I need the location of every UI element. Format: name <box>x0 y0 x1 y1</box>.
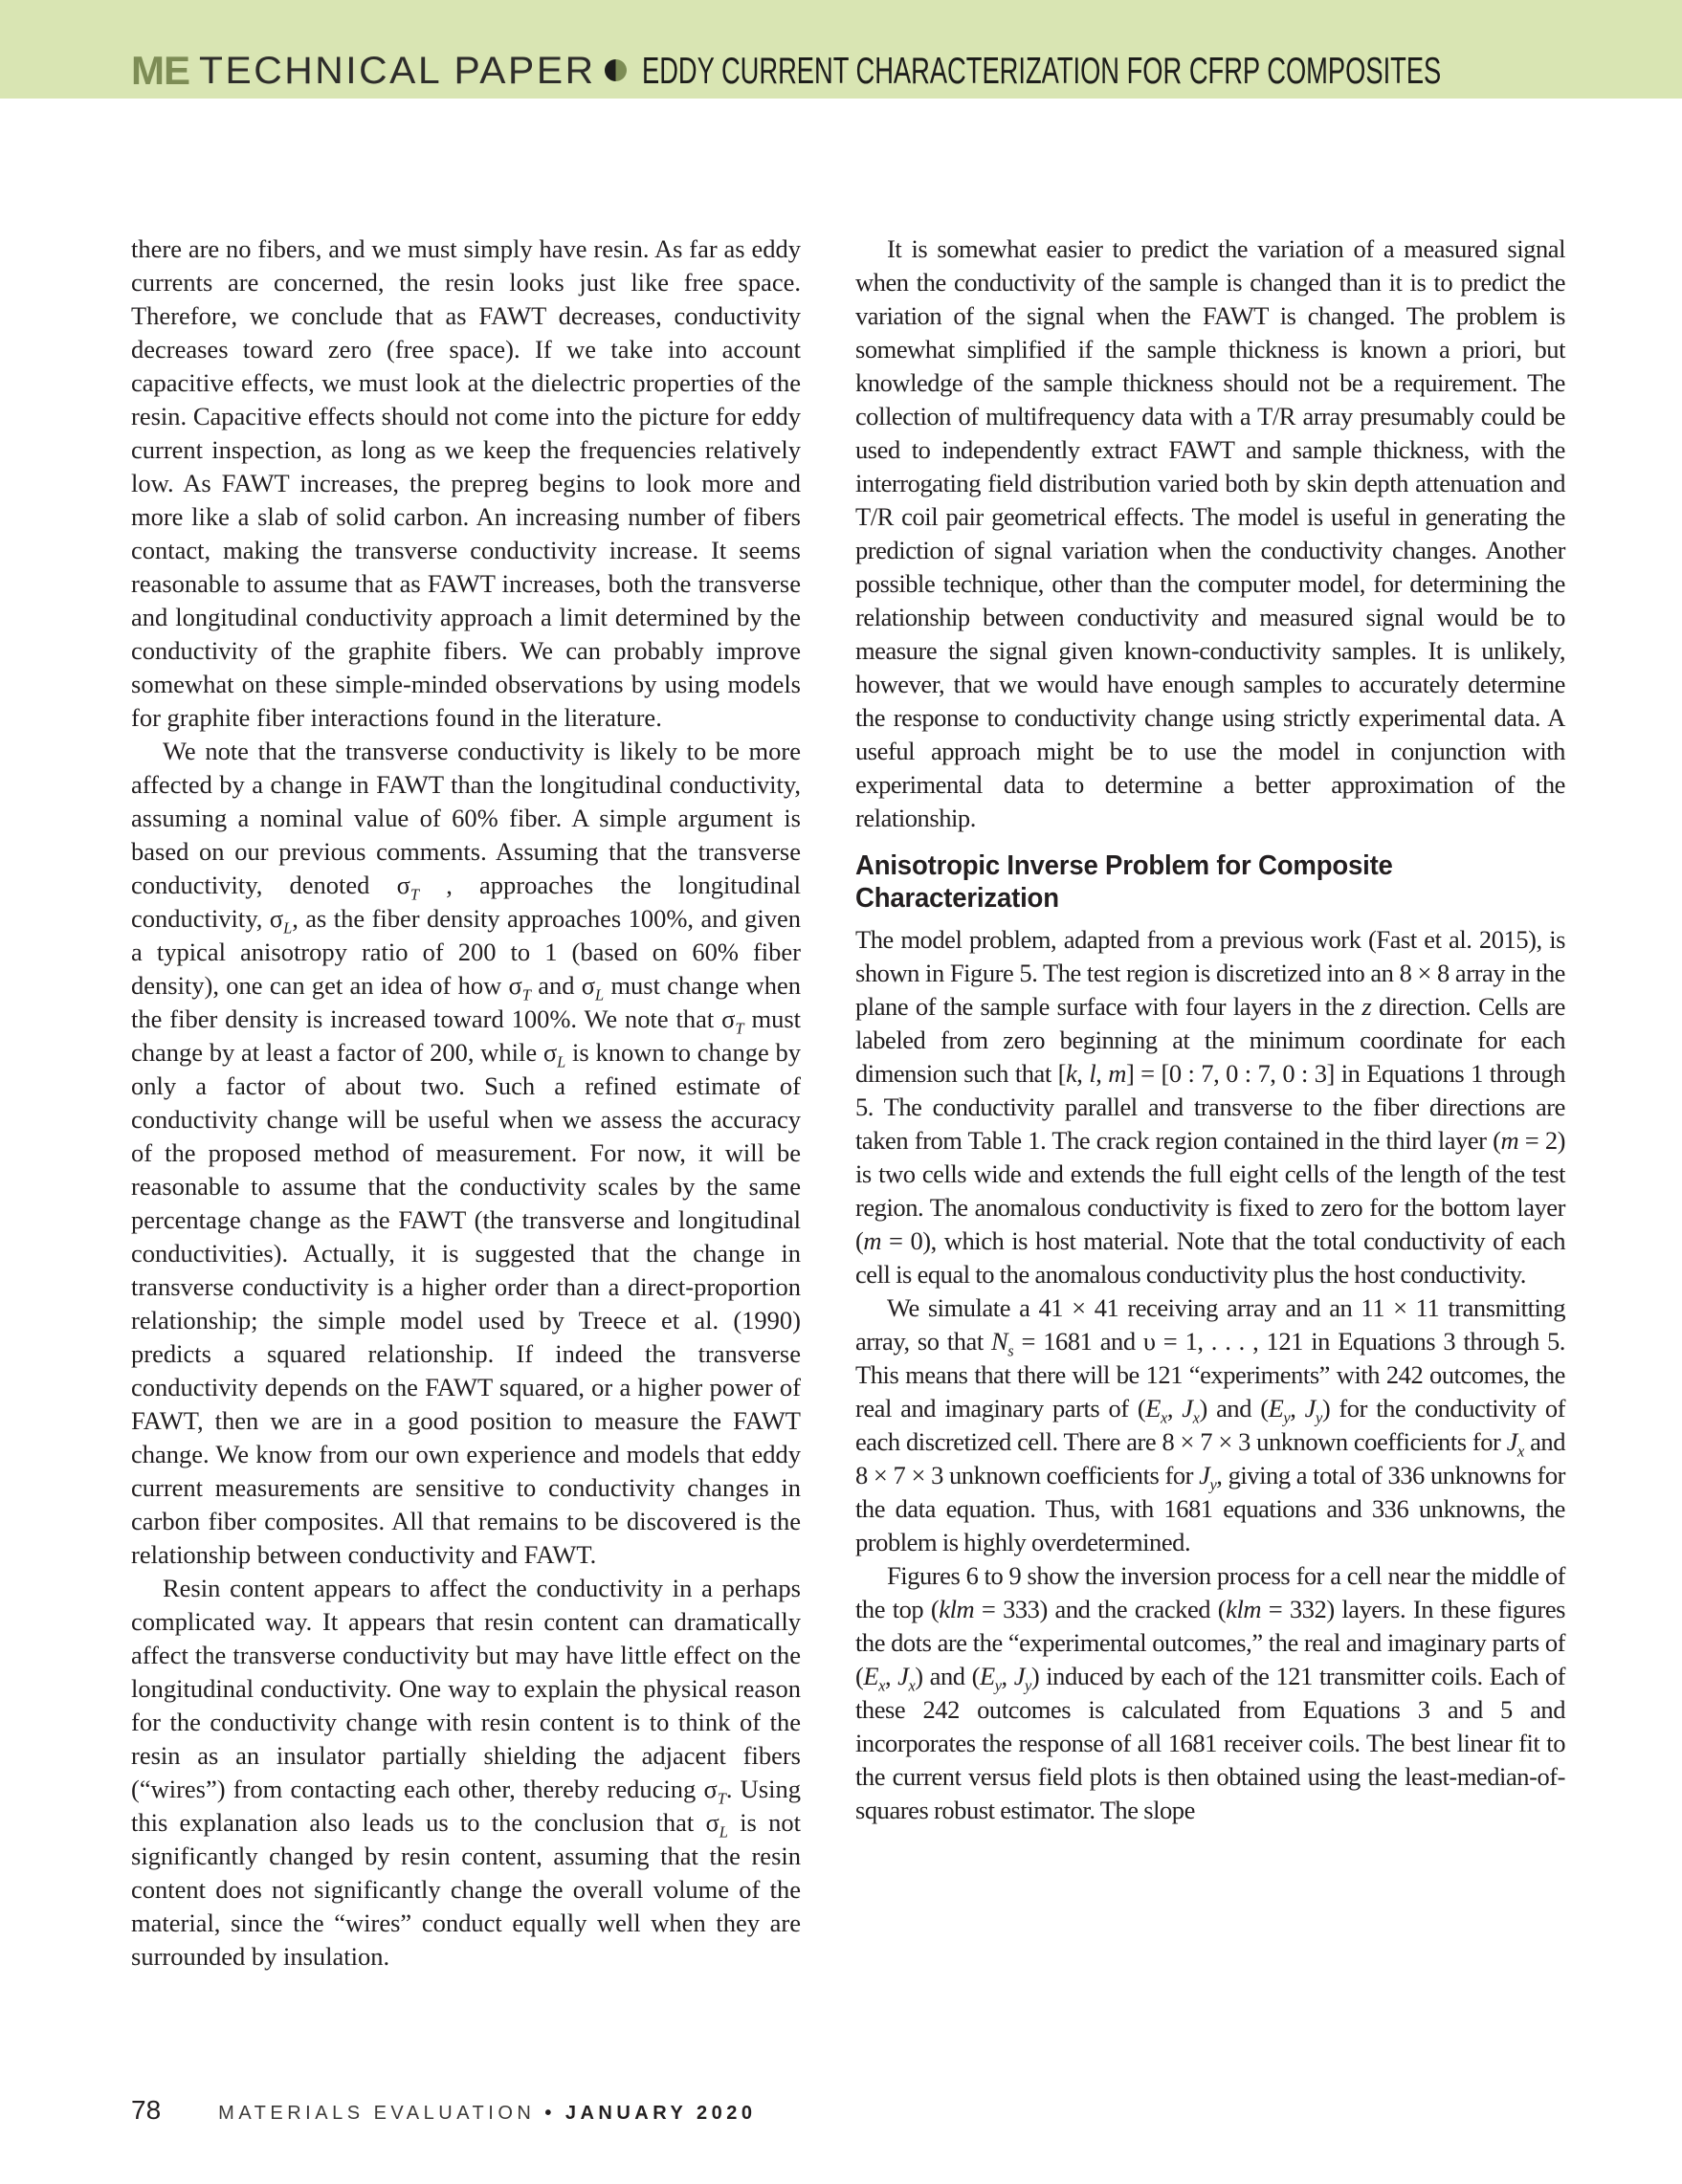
header-content <box>131 48 1682 93</box>
header-kicker: TECHNICAL PAPER <box>199 50 596 92</box>
half-circle-icon <box>605 59 627 81</box>
paragraph: We simulate a 41 × 41 receiving array and an 11 × 11 transmitting array, so that $N_s = 1681$ and υ = 1, . . . , 121 in Equations 3 through 5. This means that there will be 121 “experiments” with 242 outcomes, the real and imaginary parts of ($E_x$, $J_x$) and ($E_y$, $J_y$) for the conductivity of each discretized cell. There are 8 × 7 × 3 unknown coefficients for $J_x$ and 8 × 7 × 3 unknown coefficients for $J_y$, giving a total of 336 unknowns for the data equation. Thus, with 1681 equations and 336 unknowns, the problem is highly overdetermined. <box>855 1293 1566 1556</box>
page-number: 78 <box>131 2095 162 2125</box>
paragraph: We note that the transverse conductivity is likely to be more affected by a change in FAWT than the longitudinal conductivity, assuming a nominal value of 60% fiber. A simple argument is based on our previous comments. Assuming that the transverse conductivity, denoted $\sigma_T$ , approaches the longitudinal conductivity, $\sigma_L$, as the fiber density approaches 100%, and given a typical anisotropy ratio of 200 to 1 (based on 60% fiber density), one can get an idea of how $\sigma_T$ and $\sigma_L$ must change when the fiber density is increased toward 100%. We note that $\sigma_T$ must change by at least a factor of 200, while $\sigma_L$ is known to change by only a factor of about two. Such a refined estimate of conductivity change will be useful when we assess the accuracy of the proposed method of measurement. For now, it will be reasonable to assume that the conductivity scales by the same percentage change as the FAWT (the transverse and longitudinal conductivities). Actually, it is suggested that the change in transverse conductivity is a higher order than a direct-proportion relationship; the simple model used by Treece et al. (1990) predicts a squared relationship. If indeed the transverse conductivity depends on the FAWT squared, or a higher power of FAWT, then we are in a good position to measure the FAWT change. We know from our own experience and models that eddy current measurements are sensitive to conductivity changes in carbon fiber composites. All that remains to be discovered is the relationship between conductivity and FAWT. <box>131 737 802 1569</box>
left-column <box>131 232 801 1974</box>
journal-line <box>218 2103 756 2125</box>
me-logo: ME <box>131 48 189 93</box>
section-heading: Anisotropic Inverse Problem for Composite Characterization <box>855 850 1393 914</box>
header-band <box>0 0 1682 99</box>
paragraph: It is somewhat easier to predict the variation of a measured signal when the conductivity of the sample is changed than it is to predict the variation of the signal when the FAWT is changed. The problem is somewhat simplified if the sample thickness is known a priori, but knowledge of the sample thickness should not be a requirement. The collection of multifrequency data with a T/R array presumably could be used to independently extract FAWT and sample thickness, with the interrogating field distribution varied both by skin depth attenuation and T/R coil pair geometrical effects. The model is useful in generating the prediction of signal variation when the conductivity changes. Another possible technique, other than the computer model, for determining the relationship between conductivity and measured signal would be to measure the signal given known-conductivity samples. It is unlikely, however, that we would have enough samples to accurately determine the response to conductivity change using strictly experimental data. A useful approach might be to use the model in conjunction with experimental data to determine a better approximation of the relationship. <box>855 234 1565 832</box>
header-title: EDDY CURRENT CHARACTERIZATION FOR CFRP COMPOSITES <box>642 50 1442 92</box>
footer-bullet-icon: • <box>544 2103 556 2124</box>
paragraph: there are no fibers, and we must simply have resin. As far as eddy currents are concerned, the resin looks just like free space. Therefore, we conclude that as FAWT decreases, conductivity decreases toward zero (free space). If we take into account capacitive effects, we must look at the dielectric properties of the resin. Capacitive effects should not come into the picture for eddy current inspection, as long as we keep the frequencies relatively low. As FAWT increases, the prepreg begins to look more and more like a slab of solid carbon. An increasing number of fibers contact, making the transverse conductivity increase. It seems reasonable to assume that as FAWT increases, both the transverse and longitudinal conductivity approach a limit determined by the conductivity of the graphite fibers. We can probably improve somewhat on these simple-minded observations by using models for graphite fiber interactions found in the literature. <box>131 234 801 732</box>
paragraph: Resin content appears to affect the conductivity in a perhaps complicated way. It appears that resin content can dramatically affect the transverse conductivity but may have little effect on the longitudinal conductivity. One way to explain the physical reason for the conductivity change with resin content is to think of the resin as an insulator partially shielding the adjacent fibers (“wires”) from contacting each other, thereby reducing $\sigma_T$. Using this explanation also leads us to the conclusion that $\sigma_L$ is not significantly changed by resin content, assuming that the resin content does not significantly change the overall volume of the material, since the “wires” conduct equally well when they are surrounded by insulation. <box>131 1574 801 1971</box>
page-footer <box>131 2095 756 2126</box>
article-body <box>131 232 1565 1974</box>
journal-name: MATERIALS EVALUATION <box>218 2103 536 2124</box>
issue-date: JANUARY 2020 <box>564 2103 757 2124</box>
paragraph: The model problem, adapted from a previous work (Fast et al. 2015), is shown in Figure 5. The test region is discretized into an 8 × 8 array in the plane of the sample surface with four layers in the z direction. Cells are labeled from zero beginning at the minimum coordinate for each dimension such that [k, l, m] = [0 : 7, 0 : 7, 0 : 3] in Equations 1 through 5. The conductivity parallel and transverse to the fiber directions are taken from Table 1. The crack region contained in the third layer (m = 2) is two cells wide and extends the full eight cells of the length of the test region. The anomalous conductivity is fixed to zero for the bottom layer (m = 0), which is host material. Note that the total conductivity of each cell is equal to the anomalous conductivity plus the host conductivity. <box>855 925 1565 1289</box>
right-column <box>855 232 1565 1974</box>
paragraph: Figures 6 to 9 show the inversion process for a cell near the middle of the top (klm = 333) and the cracked (klm = 332) layers. In these figures the dots are the “experimental outcomes,” the real and imaginary parts of ($E_x$, $J_x$) and ($E_y$, $J_y$) induced by each of the 121 transmitter coils. Each of these 242 outcomes is calculated from Equations 3 and 5 and incorporates the response of all 1681 receiver coils. The best linear fit to the current versus field plots is then obtained using the least-median-of-squares robust estimator. The slope <box>855 1561 1566 1824</box>
